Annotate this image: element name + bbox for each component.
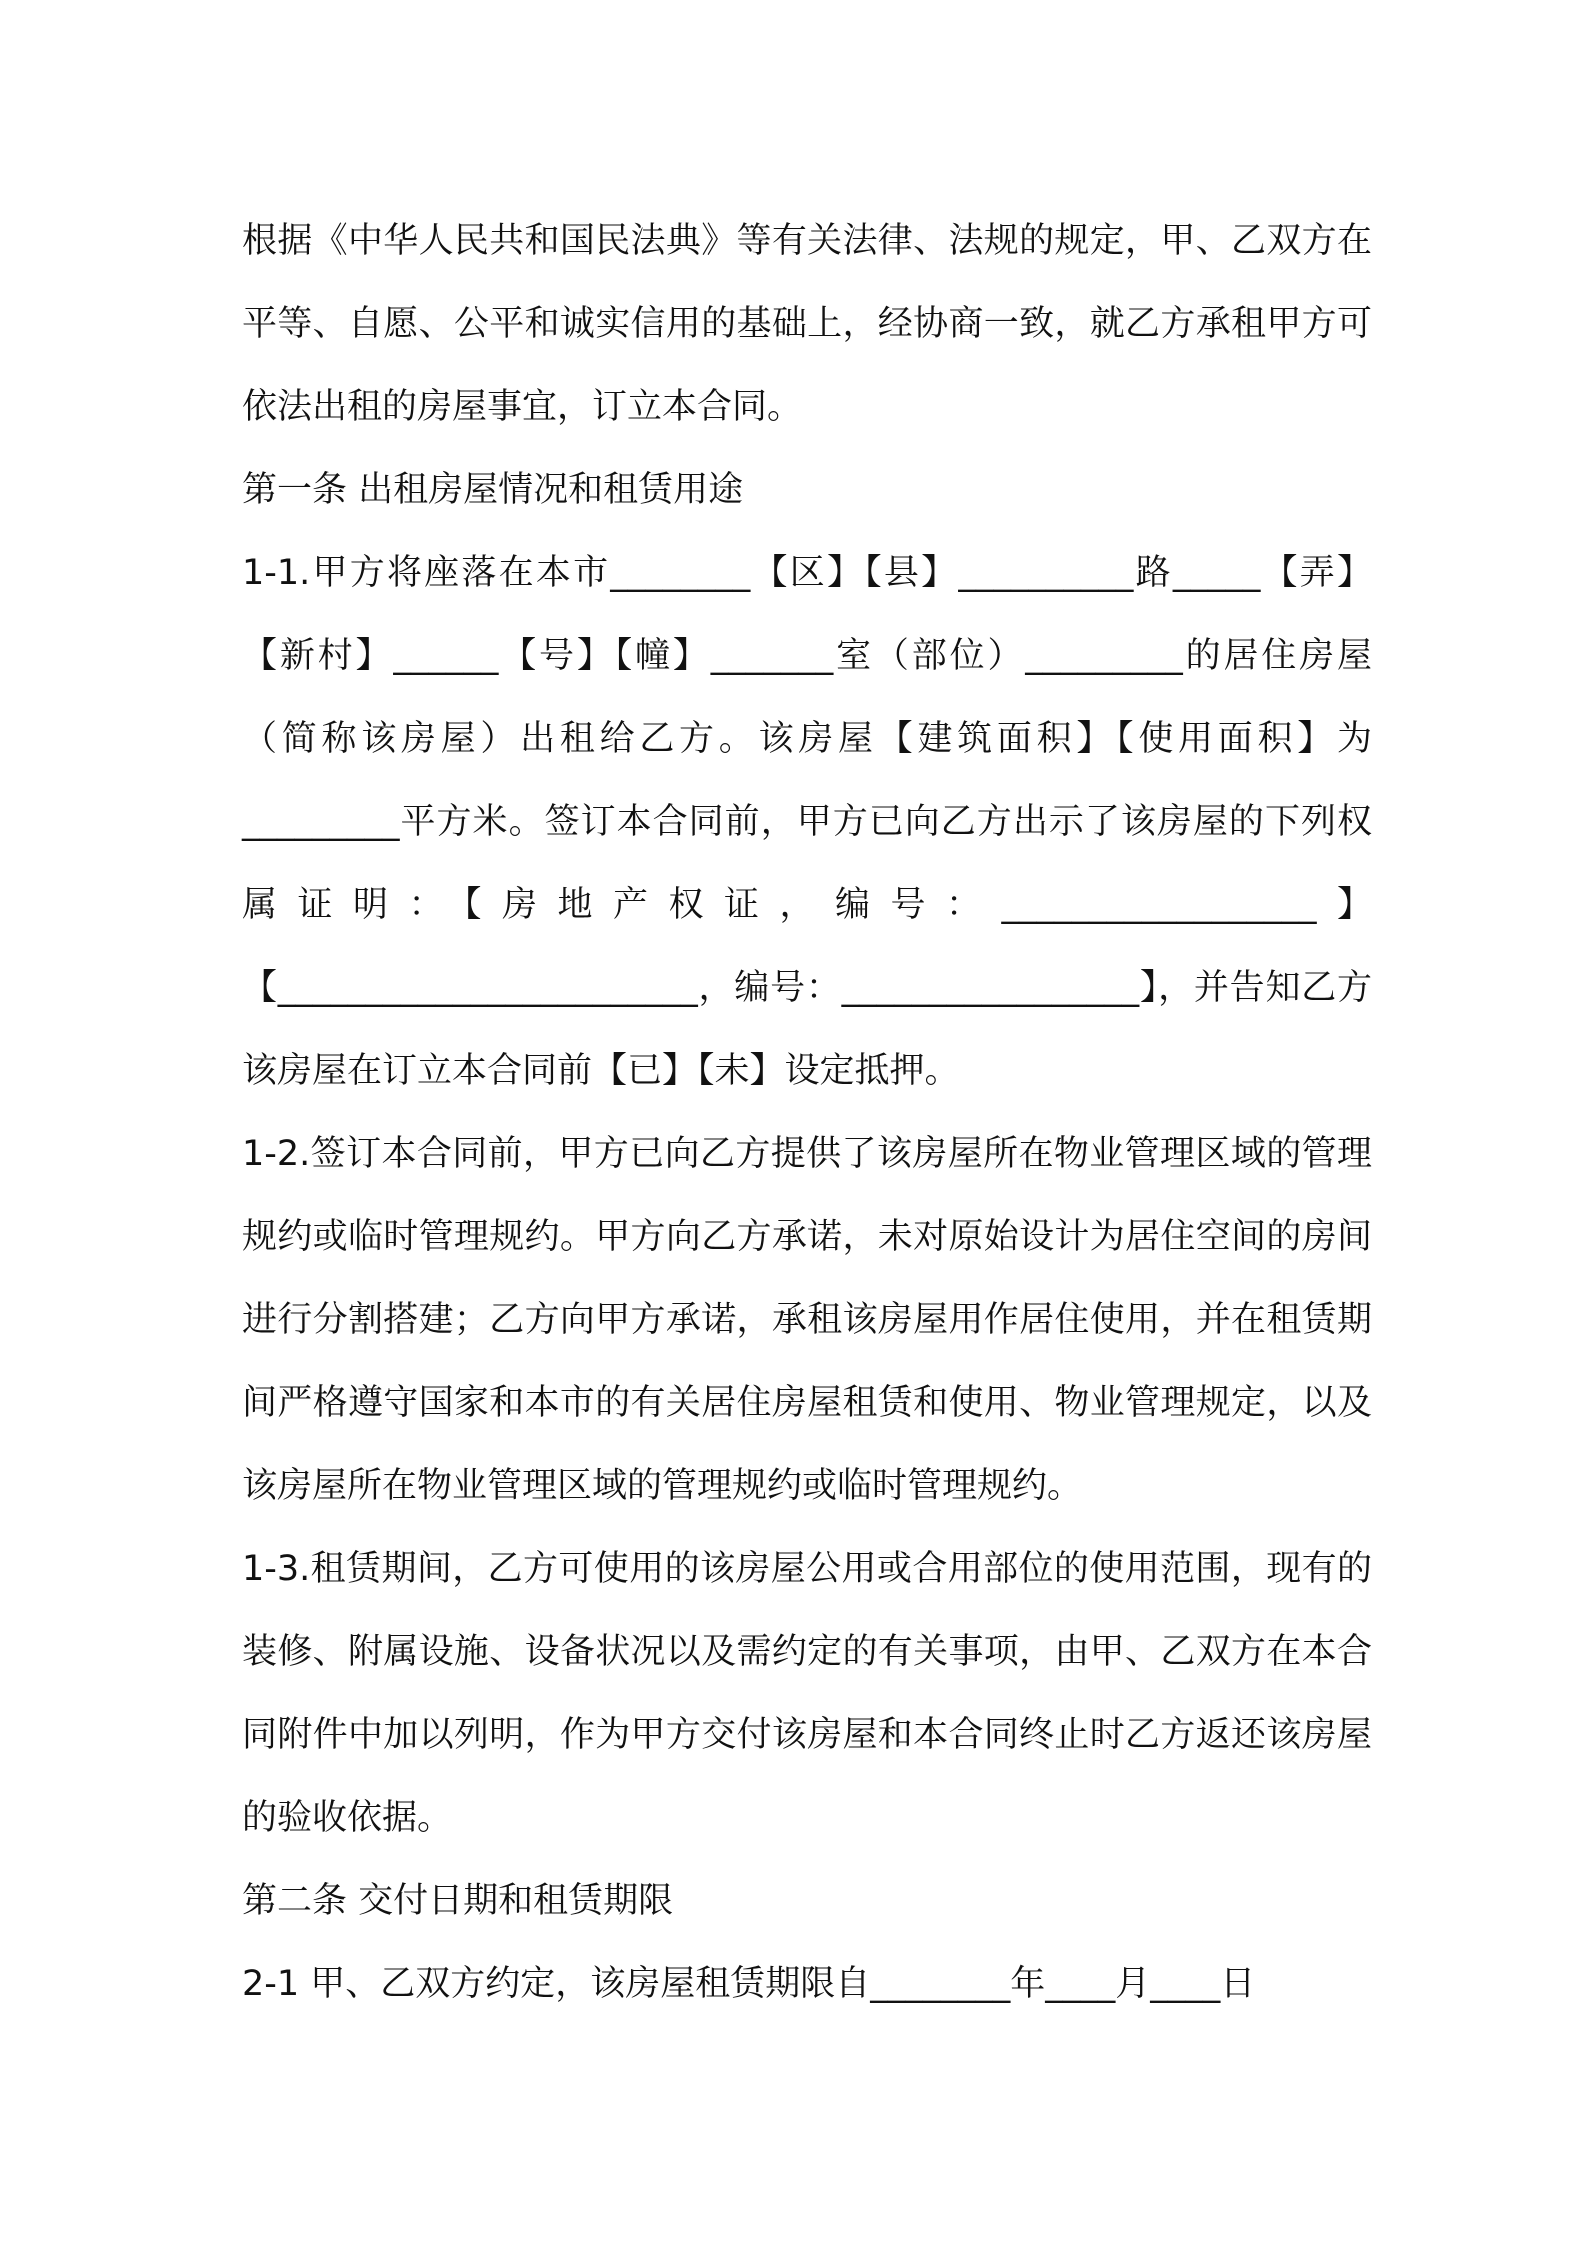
contract-body — [242, 200, 1372, 2026]
article-1-heading: 第一条 出租房屋情况和租赁用途 — [242, 470, 744, 510]
article-2-heading: 第二条 交付日期和租赁期限 — [242, 1881, 674, 1921]
clause-2-1: 2-1 甲、乙双方约定，该房屋租赁期限自________年____月____日 — [242, 1964, 1256, 2004]
clause-1-2: 1-2.签订本合同前，甲方已向乙方提供了该房屋所在物业管理区域的管理规约或临时管理规约。甲方向乙方承诺，未对原始设计为居住空间的房间进行分割搭建；乙方向甲方承诺，承租该房屋用作居住使用，并在租赁期间严格遵守国家和本市的有关居住房屋租赁和使用、物业管理规定，以及该房屋所在物业管理区域的管理规约或临时管理规约。 — [242, 1134, 1372, 1506]
clause-1-3: 1-3.租赁期间，乙方可使用的该房屋公用或合用部位的使用范围，现有的装修、附属设施、设备状况以及需约定的有关事项，由甲、乙双方在本合同附件中加以列明，作为甲方交付该房屋和本合同终止时乙方返还该房屋的验收依据。 — [242, 1549, 1372, 1838]
preamble-paragraph: 根据《中华人民共和国民法典》等有关法律、法规的规定，甲、乙双方在平等、自愿、公平和诚实信用的基础上，经协商一致，就乙方承租甲方可依法出租的房屋事宜，订立本合同。 — [242, 221, 1372, 427]
clause-1-1: 1-1.甲方将座落在本市________【区】【县】__________路_____【弄】【新村】______【号】【幢】_______室（部位）_________的居住房屋（简称该房屋）出租给乙方。该房屋【建筑面积】【使用面积】为_________平方米。签订本合同前，甲方已向乙方出示了该房屋的下列权属证明：【房地产权证，编号：__________________】【________________________，编号：_________________】，并告知乙方该房屋在订立本合同前【已】【未】设定抵押。 — [242, 553, 1372, 1091]
